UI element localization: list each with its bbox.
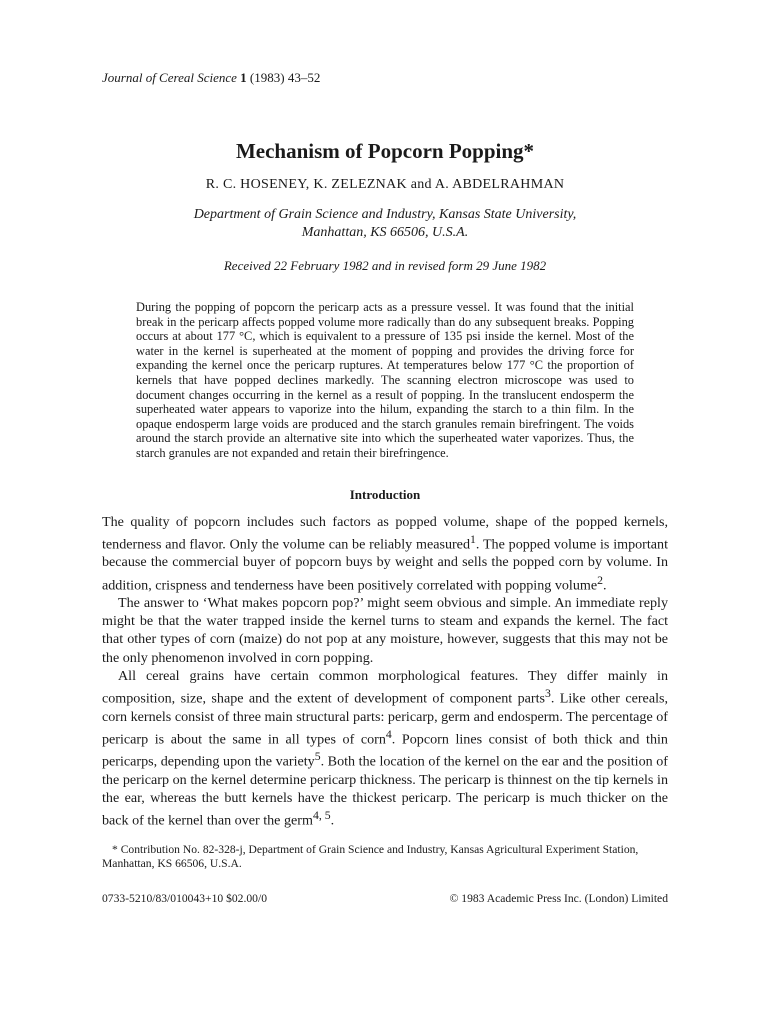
citation-ref: 1 <box>470 532 476 546</box>
abstract: During the popping of popcorn the pericarp acts as a pressure vessel. It was found that the initial break in the pericarp affects popped volume more radically than do any subsequent breaks. Popping occurs at about 177 °C, which is equivalent to a pressure of 135 psi inside the kernel. Most of the water in the kernel is superheated at the moment of popping and provides the driving force for expanding the kernel once the pericarp ruptures. At temperatures below 177 °C the proportion of kernels that have popped declines markedly. The scanning electron microscope was used to document changes occurring in the kernel as a result of popping. In the translucent endosperm the superheated water appears to vaporize into the hilum, expanding the starch to a thin film. In the opaque endosperm large voids are produced and the starch granules remain birefringent. The voids around the starch provide an alternative site into which the superheated water vaporizes. Thus, the starch granules are not expanded and retain their birefringence. <box>136 300 634 460</box>
article-authors: R. C. HOSENEY, K. ZELEZNAK and A. ABDELRAHMAN <box>205 177 565 192</box>
page-footer <box>102 892 668 905</box>
copyright-notice: © 1983 Academic Press Inc. (London) Limited <box>449 892 668 906</box>
text-run: . Like other cereals, corn kernels consist of three main structural parts: pericarp, germ and endosperm. The percentage of pericarp is about the same in all types of corn <box>102 690 668 748</box>
citation-ref: 4 <box>385 727 392 741</box>
article-title: Mechanism of Popcorn Popping* <box>235 139 535 163</box>
text-run: . <box>330 813 335 830</box>
text-run: . The popped volume is important because the commercial buyer of popcorn buys by weight and sells the popped corn by volume. In addition, crispness and tenderness have been positively correlated with popping volume <box>102 536 669 594</box>
text-run: All cereal grains have certain common morphological features. They differ mainly in composition, size, shape and the extent of development of component parts <box>102 667 668 707</box>
journal-name: Journal of Cereal Science <box>102 70 237 85</box>
citation-ref: 5 <box>314 750 321 764</box>
affiliation-line-2: Manhattan, KS 66506, U.S.A. <box>301 225 469 240</box>
text-run: The quality of popcorn includes such factors as popped volume, shape of the popped kernels, tenderness and flavor. Only the volume can be reliably measured <box>102 513 668 553</box>
journal-volume: 1 <box>240 70 247 85</box>
text-run: . Popcorn lines consist of both thick and thin pericarps, depending upon the variety <box>102 731 668 771</box>
citation-ref: 2 <box>597 573 603 587</box>
introduction-heading: Introduction <box>349 486 421 502</box>
journal-year-pages: (1983) 43–52 <box>249 70 321 85</box>
introduction-body <box>102 513 668 831</box>
journal-citation <box>102 70 668 86</box>
affiliation-line-1: Department of Grain Science and Industry, Kansas State University, <box>193 207 577 222</box>
paper-page <box>102 70 668 905</box>
text-run: . <box>603 577 607 594</box>
footnote: * Contribution No. 82-328-j, Department of Grain Science and Industry, Kansas Agricultural Experiment Station, Manhattan, KS 66506, U.S.A. <box>102 843 639 871</box>
article-affiliation <box>102 206 668 242</box>
received-dates: Received 22 February 1982 and in revised form 29 June 1982 <box>223 258 547 273</box>
citation-ref: 3 <box>544 686 551 700</box>
introduction-paragraph-1 <box>102 513 668 595</box>
citation-ref: 4, 5 <box>312 809 331 823</box>
introduction-paragraph-3 <box>102 667 668 831</box>
introduction-paragraph-2: The answer to ‘What makes popcorn pop?’ might seem obvious and simple. An immediate reply might be that the water trapped inside the kernel turns to steam and expands the kernel. The fact that other types of corn (maize) do not pop at any moisture, however, suggests that this may not be the only phenomenon involved in corn popping. <box>102 595 668 666</box>
article-code: 0733-5210/83/010043+10 $02.00/0 <box>102 892 267 906</box>
text-run: . Both the location of the kernel on the ear and the position of the pericarp on the kernel determine pericarp thickness. The pericarp is thinnest on the tip kernels in the ear, whereas the butt kernels have the thickest pericarp. The pericarp is much thicker on the back of the kernel than over the germ <box>102 754 668 830</box>
